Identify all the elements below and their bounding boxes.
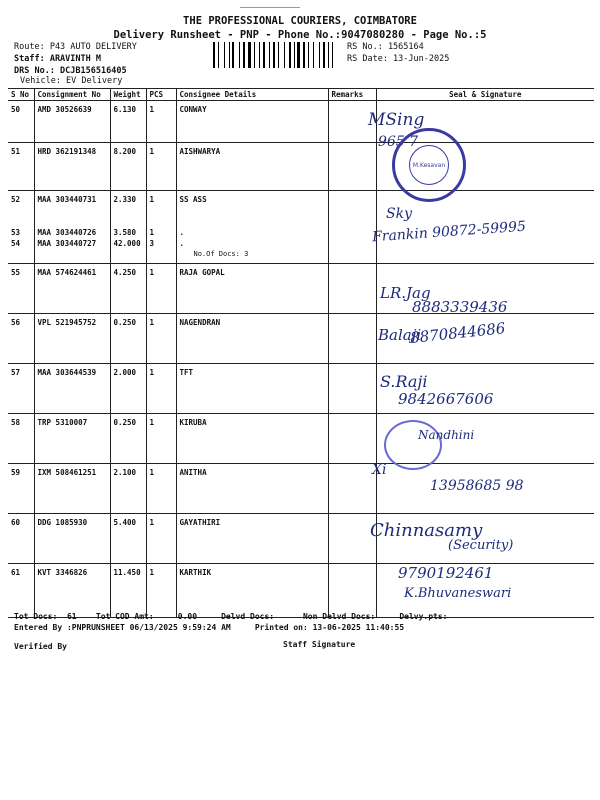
barcode-bar: [226, 42, 228, 68]
route-text: Route: P43 AUTO DELIVERY: [14, 42, 137, 52]
cell-remarks: [328, 514, 376, 564]
barcode-bar: [289, 42, 291, 68]
cell-pcs: 1: [146, 464, 176, 514]
cell-sno: 51: [8, 143, 34, 191]
barcode-bar: [263, 42, 266, 68]
barcode-bar: [326, 42, 327, 68]
barcode-bar: [328, 42, 330, 68]
table-header-row: [8, 89, 594, 101]
verified-by-label: Verified By: [14, 642, 67, 651]
signature-56: Balaji: [378, 326, 422, 344]
cell-remarks: [328, 364, 376, 414]
barcode-bar: [301, 42, 302, 68]
cell-consignment: HRD 362191348: [34, 143, 110, 191]
barcode-bar: [273, 42, 275, 68]
signature-58: Nandhini: [418, 428, 475, 442]
rs-date-text: RS Date: 13-Jun-2025: [347, 54, 450, 64]
barcode-bar: [271, 42, 272, 68]
cell-weight: 8.200: [110, 143, 146, 191]
table-row: [8, 364, 594, 414]
cell-consignee: KIRUBA: [176, 414, 328, 464]
barcode-bar: [306, 42, 307, 68]
cell-consignment: IXM 508461251: [34, 464, 110, 514]
cell-weight: 0.250: [110, 414, 146, 464]
cell-weight: 2.100: [110, 464, 146, 514]
cell-pcs: 1: [146, 143, 176, 191]
barcode-bar: [232, 42, 234, 68]
barcode-bar: [241, 42, 242, 68]
barcode-bar: [297, 42, 300, 68]
signature-56-phone: 8870844686: [409, 319, 507, 347]
rs-no-text: RS No.: 1565164: [347, 42, 424, 52]
cell-sno: 59: [8, 464, 34, 514]
cell-pcs: 1: [146, 314, 176, 364]
cell-consignee: GAYATHIRI: [176, 514, 328, 564]
barcode-bar: [269, 42, 270, 68]
totals-line: Tot Docs: 61 Tot COD Amt: 0.00 Delvd Docs: Non Delvd Docs: Delvy.pts:: [14, 612, 448, 621]
cell-consignment: KVT 3346826: [34, 564, 110, 618]
barcode-bar: [284, 42, 285, 68]
barcode-bar: [278, 42, 279, 68]
signature-57: S.Raji: [380, 372, 428, 391]
cell-consignee: TFT: [176, 364, 328, 414]
barcode-bar: [218, 42, 219, 68]
cell-remarks: [328, 143, 376, 191]
signature-52: Sky: [386, 206, 412, 222]
barcode-bar: [280, 42, 283, 68]
drs-text: DRS No.: DCJB156516405: [14, 66, 127, 76]
cell-sno: 61: [8, 564, 34, 618]
barcode-bar: [319, 42, 320, 68]
barcode-bar: [220, 42, 223, 68]
barcode-bar: [310, 42, 312, 68]
signature-60: Chinnasamy: [370, 520, 483, 541]
barcode-bar: [266, 42, 268, 68]
cell-weight: 0.250: [110, 314, 146, 364]
signature-57-phone: 9842667606: [398, 390, 494, 408]
barcode-bar: [252, 42, 253, 68]
barcode-bar: [246, 42, 247, 68]
table-row: [8, 314, 594, 364]
no-of-docs: No.Of Docs: 3: [193, 250, 249, 258]
cell-weight: 11.450: [110, 564, 146, 618]
cell-sno: 56: [8, 314, 34, 364]
table-row: [8, 101, 594, 143]
signature-59: Xi: [372, 462, 387, 478]
staff-text: Staff: ARAVINTH M: [14, 54, 101, 64]
barcode-bar: [216, 42, 217, 68]
staff-signature-label: Staff Signature: [283, 640, 356, 649]
col-remarks: Remarks: [328, 89, 376, 101]
signature-50: MSing: [368, 110, 425, 130]
cell-weight: 5.400: [110, 514, 146, 564]
cell-remarks: [328, 414, 376, 464]
table-row: [8, 143, 594, 191]
cell-remarks: [328, 564, 376, 618]
cell-weight: 2.330 3.580 42.000: [110, 191, 146, 264]
cell-consignment: AMD 30526639: [34, 101, 110, 143]
barcode-bar: [303, 42, 305, 68]
top-rule: [240, 7, 300, 8]
cell-pcs: 1: [146, 414, 176, 464]
signature-55: LR.Jag: [380, 284, 431, 302]
cell-consignee: NAGENDRAN: [176, 314, 328, 364]
barcode-bar: [330, 42, 331, 68]
barcode-bar: [292, 42, 293, 68]
cell-weight: 2.000: [110, 364, 146, 414]
barcode-bar: [294, 42, 295, 68]
barcode-bar: [256, 42, 258, 68]
barcode-bar: [235, 42, 238, 68]
cell-consignment: DDG 1085930: [34, 514, 110, 564]
barcode-bar: [229, 42, 230, 68]
col-seal-signature: Seal & Signature: [376, 89, 594, 101]
cell-weight: 6.130: [110, 101, 146, 143]
barcode-bar: [239, 42, 240, 68]
barcode-bar: [248, 42, 251, 68]
col-weight: Weight: [110, 89, 146, 101]
barcode-bar: [321, 42, 322, 68]
barcode-bar: [224, 42, 225, 68]
barcode-bar: [334, 42, 337, 68]
cell-pcs: 1: [146, 564, 176, 618]
cell-consignee: AISHWARYA: [176, 143, 328, 191]
cell-remarks: [328, 314, 376, 364]
vehicle-text: Vehicle: EV Delivery: [20, 76, 123, 86]
cell-pcs: 1: [146, 364, 176, 414]
barcode-bar: [261, 42, 262, 68]
barcode-bar: [259, 42, 260, 68]
signature-61-phone: 9790192461: [398, 564, 494, 582]
barcode-bar: [276, 42, 277, 68]
signature-61: K.Bhuvaneswari: [404, 586, 512, 601]
cell-pcs: 1: [146, 264, 176, 314]
cell-consignment: TRP 5310007: [34, 414, 110, 464]
barcode-bar: [313, 42, 314, 68]
cell-sno: 52 53 54: [8, 191, 34, 264]
cell-remarks: [328, 264, 376, 314]
cell-weight: 4.250: [110, 264, 146, 314]
cell-consignment: VPL 521945752: [34, 314, 110, 364]
cell-remarks: [328, 191, 376, 264]
company-title: THE PROFESSIONAL COURIERS, COIMBATORE: [183, 15, 417, 27]
barcode-bar: [332, 42, 333, 68]
col-pcs: PCS: [146, 89, 176, 101]
cell-consignee: CONWAY: [176, 101, 328, 143]
entered-by-line: Entered By :PNPRUNSHEET 06/13/2025 9:59:24 AM Printed on: 13-06-2025 11:40:55: [14, 623, 405, 632]
table-row: [8, 414, 594, 464]
signature-55-phone: 8883339436: [412, 298, 508, 316]
col-sno: S No: [8, 89, 34, 101]
cell-consignee: ANITHA: [176, 464, 328, 514]
signature-60-note: (Security): [448, 538, 514, 553]
barcode-bar: [254, 42, 255, 68]
col-consignment: Consignment No: [34, 89, 110, 101]
barcode-bar: [315, 42, 318, 68]
stamp-text: M.Kesavan: [409, 145, 449, 185]
cell-pcs: 1 1 3: [146, 191, 176, 264]
cell-sno: 57: [8, 364, 34, 414]
cell-consignee: KARTHIK: [176, 564, 328, 618]
barcode-bar: [243, 42, 245, 68]
cell-consignment: MAA 574624461: [34, 264, 110, 314]
cell-remarks: [328, 464, 376, 514]
barcode-bar: [286, 42, 288, 68]
cell-pcs: 1: [146, 514, 176, 564]
barcode-bar: [213, 42, 215, 68]
barcode-bar: [308, 42, 309, 68]
col-consignee: Consignee Details: [176, 89, 328, 101]
cell-pcs: 1: [146, 101, 176, 143]
cell-sno: 58: [8, 414, 34, 464]
barcode: [213, 42, 338, 68]
cell-sno: 50: [8, 101, 34, 143]
cell-consignee: SS ASS . . No.Of Docs: 3: [176, 191, 328, 264]
barcode-bar: [295, 42, 296, 68]
cell-consignment: MAA 303440731 MAA 303440726 MAA 303440727: [34, 191, 110, 264]
cell-sno: 55: [8, 264, 34, 314]
company-stamp: [392, 128, 466, 202]
signature-52-phone: Frankin 90872-59995: [371, 218, 527, 246]
cell-sno: 60: [8, 514, 34, 564]
cell-consignment: MAA 303644539: [34, 364, 110, 414]
barcode-bar: [323, 42, 325, 68]
signature-59-phone: 13958685 98: [430, 478, 524, 494]
cell-consignee: RAJA GOPAL: [176, 264, 328, 314]
signature-50-number: 965 7: [378, 134, 419, 150]
barcode-bar: [230, 42, 231, 68]
runsheet-subtitle: Delivery Runsheet - PNP - Phone No.:9047080280 - Page No.:5: [113, 29, 487, 41]
